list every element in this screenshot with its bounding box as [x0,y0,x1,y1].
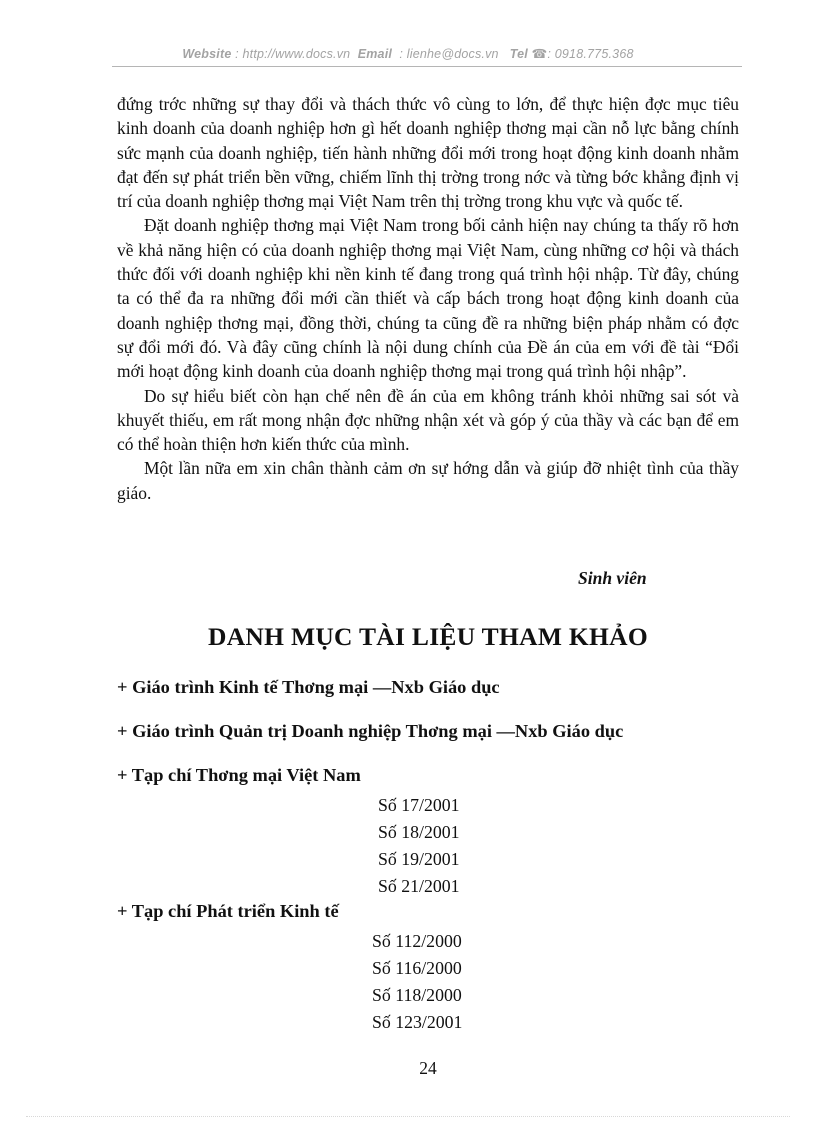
website-label: Website [182,47,232,61]
issue-item: Số 18/2001 [378,822,460,842]
footer-divider [26,1116,790,1117]
issue-item: Số 116/2000 [372,958,462,978]
page-header [0,46,816,61]
paragraph-1: đứng trớc những sự thay đổi và thách thức vô cùng to lớn, để thực hiện đợc mục tiêu kinh doanh của doanh nghiệp hơn gì hết doanh nghiệp thơng mại cần nỗ lực bằng chính sức mạnh của doanh nghiệp, tiến hành những đổi mới trong hoạt động kinh doanh nhằm đạt đến sự phát triển bền vững, chiếm lĩnh thị trờng trong nớc và từng bớc khẳng định vị trí của doanh nghiệp thơng mại Việt Nam trên thị trờng trong khu vực và quốc tế. [117,94,739,212]
reference-item: + Tạp chí Thơng mại Việt Nam [117,765,361,785]
signature: Sinh viên [578,568,647,588]
issue-item: Số 17/2001 [378,795,460,815]
tel-label: Tel [509,47,528,61]
references-title: DANH MỤC TÀI LIỆU THAM KHẢO [208,622,648,651]
issue-item: Số 21/2001 [378,876,460,896]
paragraph-3: Do sự hiểu biết còn hạn chế nên đề án của em không tránh khỏi những sai sót và khuyết thiếu, em rất mong nhận đợc những nhận xét và góp ý của thầy và các bạn để em có thể hoàn thiện hơn kiến thức của mình. [117,385,739,455]
phone-icon: ☎ [531,47,548,61]
header-divider [112,66,742,67]
body-text [117,92,739,505]
paragraph-2: Đặt doanh nghiệp thơng mại Việt Nam trong bối cảnh hiện nay chúng ta thấy rõ hơn về khả năng hiện có của doanh nghiệp thơng mại Việt Nam, cùng những cơ hội và thách thức đối với doanh nghiệp khi nền kinh tế đang trong quá trình hội nhập. Từ đây, chúng ta có thể đa ra những đổi mới cần thiết và cấp bách trong hoạt động kinh doanh của doanh nghiệp thơng mại, đồng thời, chúng ta cũng đề ra những biện pháp nhằm có đợc sự đổi mới đó. Và đây cũng chính là nội dung chính của Đề án của em với đề tài “Đổi mới hoạt động kinh doanh của doanh nghiệp thơng mại trong quá trình hội nhập”. [117,215,739,382]
reference-item: + Giáo trình Quản trị Doanh nghiệp Thơng mại —Nxb Giáo dục [117,721,624,741]
reference-item: + Giáo trình Kinh tế Thơng mại —Nxb Giáo dục [117,677,500,697]
issue-item: Số 118/2000 [372,985,462,1005]
issue-item: Số 123/2001 [372,1012,463,1032]
issue-item: Số 112/2000 [372,931,462,951]
website-value: : http://www.docs.vn [235,47,351,61]
email-label: Email [357,47,393,61]
tel-value: : 0918.775.368 [547,47,634,61]
paragraph-4: Một lần nữa em xin chân thành cảm ơn sự hớng dẫn và giúp đỡ nhiệt tình của thầy giáo. [117,458,739,503]
page-number: 24 [419,1058,437,1078]
reference-item: + Tạp chí Phát triển Kinh tế [117,901,339,921]
issue-item: Số 19/2001 [378,849,460,869]
email-value: : lienhe@docs.vn [399,47,499,61]
